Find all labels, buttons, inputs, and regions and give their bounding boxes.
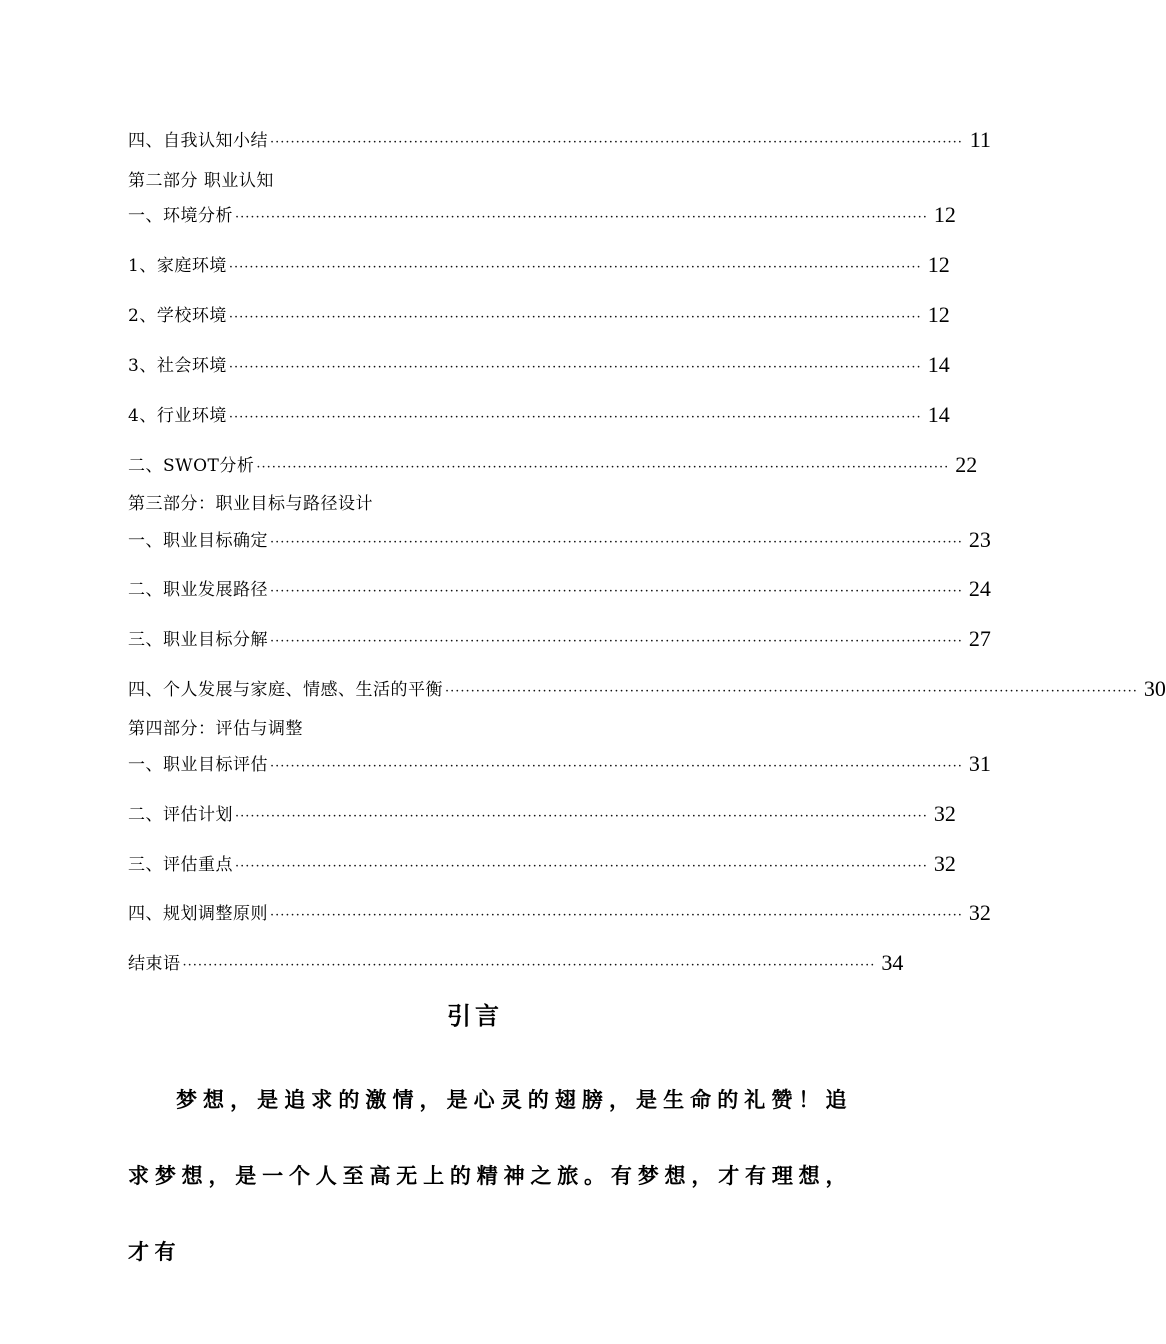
toc-entry-label: 二、评估计划 [128,805,233,825]
toc-entry-label: 四、自我认知小结 [128,131,268,151]
toc-entry-label: 四、个人发展与家庭、情感、生活的平衡 [128,680,443,700]
toc-page-number: 22 [955,452,978,477]
toc-entry[interactable] [128,798,956,828]
toc-section-heading: 第二部分 职业认知 [128,171,274,191]
toc-leader-dots: ······································································································································· [182,958,876,973]
toc-leader-dots: ······································································································································· [270,908,963,923]
toc-entry[interactable] [128,299,950,329]
toc-leader-dots: ······································································································································· [270,535,963,550]
toc-entry-label: 二、职业发展路径 [128,580,268,600]
toc-page-number: 12 [933,202,956,227]
toc-page-number: 32 [968,900,991,925]
toc-entry-label: 一、环境分析 [128,206,233,226]
toc-leader-dots: ······································································································································· [445,684,1138,699]
toc-section-heading: 第四部分：评估与调整 [128,719,303,739]
toc-page-number: 31 [968,751,991,776]
toc-page-number: 24 [968,576,991,601]
toc-page-number: 30 [1143,676,1166,701]
toc-page-number: 32 [933,801,956,826]
toc-entry-label: 三、评估重点 [128,855,233,875]
toc-entry-label: 4、行业环境 [128,406,227,426]
toc-entry[interactable] [128,623,991,653]
toc-entry[interactable] [128,848,956,878]
toc-entry[interactable] [128,673,1166,703]
toc-entry-label: 四、规划调整原则 [128,904,268,924]
toc-page-number: 14 [927,352,950,377]
toc-entry[interactable] [128,524,991,554]
toc-entry-label: 1、家庭环境 [128,256,227,276]
toc-leader-dots: ······································································································································· [270,584,963,599]
toc-leader-dots: ······································································································································· [270,135,963,150]
toc-leader-dots: ······································································································································· [235,809,928,824]
toc-page-number: 12 [927,252,950,277]
toc-leader-dots: ······································································································································· [270,634,963,649]
toc-leader-dots: ······································································································································· [228,410,922,425]
toc-leader-dots: ······································································································································· [235,859,928,874]
toc-entry[interactable] [128,399,950,429]
toc-page-number: 14 [927,402,950,427]
toc-leader-dots: ······································································································································· [235,210,928,225]
toc-leader-dots: ······································································································································· [228,360,922,375]
toc-page-number: 34 [881,950,904,975]
toc-leader-dots: ······································································································································· [270,759,963,774]
toc-entry[interactable] [128,449,978,479]
intro-title: 引言 [447,1002,503,1030]
toc-entry-label: 三、职业目标分解 [128,630,268,650]
toc-leader-dots: ······································································································································· [228,310,922,325]
toc-entry[interactable] [128,349,950,379]
toc-entry-label: 二、SWOT分析 [128,456,255,476]
toc-page-number: 27 [968,626,991,651]
toc-page-number: 11 [969,127,991,152]
toc-entry-label: 2、学校环境 [128,306,227,326]
toc-entry[interactable] [128,947,904,977]
toc-leader-dots: ······································································································································· [256,460,950,475]
toc-entry-label: 一、职业目标评估 [128,755,268,775]
toc-section-heading: 第三部分：职业目标与路径设计 [128,494,373,514]
toc-entry-label: 3、社会环境 [128,356,227,376]
toc-page-number: 23 [968,527,991,552]
toc-entry[interactable] [128,573,991,603]
toc-leader-dots: ······································································································································· [228,260,922,275]
toc-entry[interactable] [128,748,991,778]
toc-page-number: 32 [933,851,956,876]
toc-entry[interactable] [128,124,991,154]
intro-paragraph: 梦想，是追求的激情，是心灵的翅膀，是生命的礼赞！追求梦想，是一个人至高无上的精神之旅。有梦想，才有理想，才有 [128,1087,852,1264]
toc-entry-label: 结束语 [128,954,181,974]
toc-entry[interactable] [128,249,950,279]
toc-page-number: 12 [927,302,950,327]
toc-entry[interactable] [128,897,991,927]
toc-entry[interactable] [128,199,956,229]
toc-entry-label: 一、职业目标确定 [128,531,268,551]
